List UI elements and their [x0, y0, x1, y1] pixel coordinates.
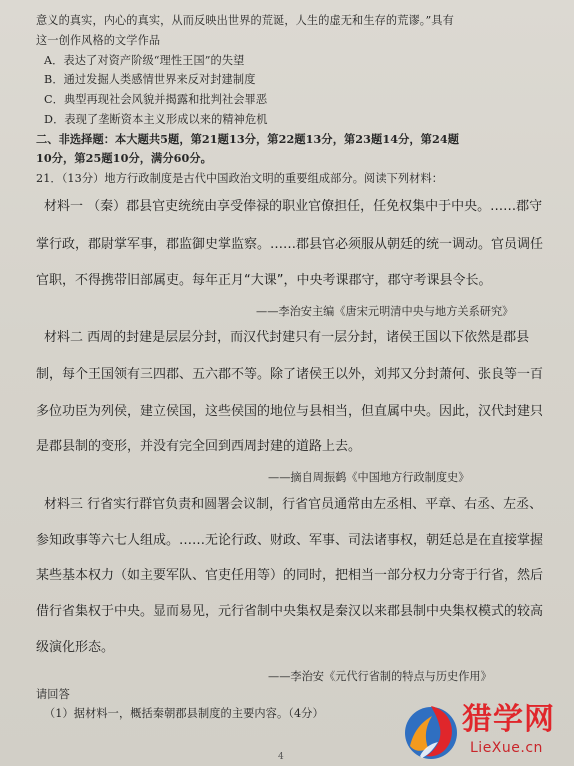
page-number: 4 — [278, 752, 284, 762]
sub-question-1: （1）据材料一，概括秦朝郡县制度的主要内容。（4分） — [44, 707, 324, 720]
material1-line: 掌行政，郡尉掌军事，郡监御史掌监察。……郡县官必须服从朝廷的统一调动。官员调任 — [36, 237, 544, 252]
material1-line: 官职，不得携带旧部属吏。每年正月“大课”，中央考课郡守，郡守考课县令长。 — [36, 273, 492, 288]
material2-line: 是郡县制的变形，并没有完全回到西周封建的道路上去。 — [36, 439, 362, 454]
material3-line: 借行省集权于中央。显而易见，元行省制中央集权是秦汉以来郡县制中央集权模式的较高 — [36, 604, 544, 619]
source3: ——李治安《元代行省制的特点与历史作用》 — [268, 670, 492, 683]
material2-line: 多位功臣为列侯，建立侯国，这些侯国的地位与县相当，但直属中央。因此，汉代封建只 — [36, 404, 544, 419]
source2: ——摘自周振鹤《中国地方行政制度史》 — [268, 471, 470, 484]
option-b: B．通过发掘人类感情世界来反对封建制度 — [44, 73, 256, 86]
text-line: 这一创作风格的文学作品 — [36, 34, 161, 47]
option-d: D．表现了垄断资本主义形成以来的精神危机 — [44, 113, 268, 126]
text-line: 意义的真实，内心的真实，从而反映出世界的荒诞，人生的虚无和生存的荒谬。”具有 — [36, 14, 454, 27]
logo-url: LieXue.cn — [470, 740, 543, 756]
logo-title: 猎学网 — [462, 702, 555, 737]
material3-line: 某些基本权力（如主要军队、官吏任用等）的同时，把相当一部分权力分寄于行省，然后 — [36, 568, 544, 583]
material2-line: 制，每个王国领有三四郡、五六郡不等。除了诸侯王以外，刘邦又分封萧何、张良等一百 — [36, 367, 544, 382]
material3-line: 材料三 行省实行群官负责和圆署会议制，行省官员通常由左丞相、平章、右丞、左丞、 — [44, 497, 543, 512]
material1-line: 材料一 （秦）郡县官吏统统由享受俸禄的职业官僚担任，任免权集中于中央。……郡守 — [44, 199, 543, 214]
option-a: A．表达了对资产阶级“理性王国”的失望 — [44, 54, 245, 67]
section-title-cont: 10分，第25题10分，满分60分。 — [36, 151, 212, 165]
answer-prompt: 请回答 — [36, 688, 70, 701]
logo-emblem-icon — [400, 700, 462, 762]
source1: ——李治安主编《唐宋元明清中央与地方关系研究》 — [256, 305, 514, 318]
material3-line: 参知政事等六七人组成。……无论行政、财政、军事、司法诸事权，朝廷总是在直接掌握 — [36, 533, 544, 548]
site-logo — [400, 700, 574, 766]
section-title: 二、非选择题：本大题共5题，第21题13分，第22题13分，第23题14分，第24题 — [36, 132, 460, 146]
option-c: C．典型再现社会风貌并揭露和批判社会罪恶 — [44, 93, 268, 106]
material3-line: 级演化形态。 — [36, 640, 115, 655]
question-intro: 21．（13分）地方行政制度是古代中国政治文明的重要组成部分。阅读下列材料： — [36, 172, 444, 185]
material2-line: 材料二 西周的封建是层层分封，而汉代封建只有一层分封，诸侯王国以下依然是郡县 — [44, 330, 530, 345]
